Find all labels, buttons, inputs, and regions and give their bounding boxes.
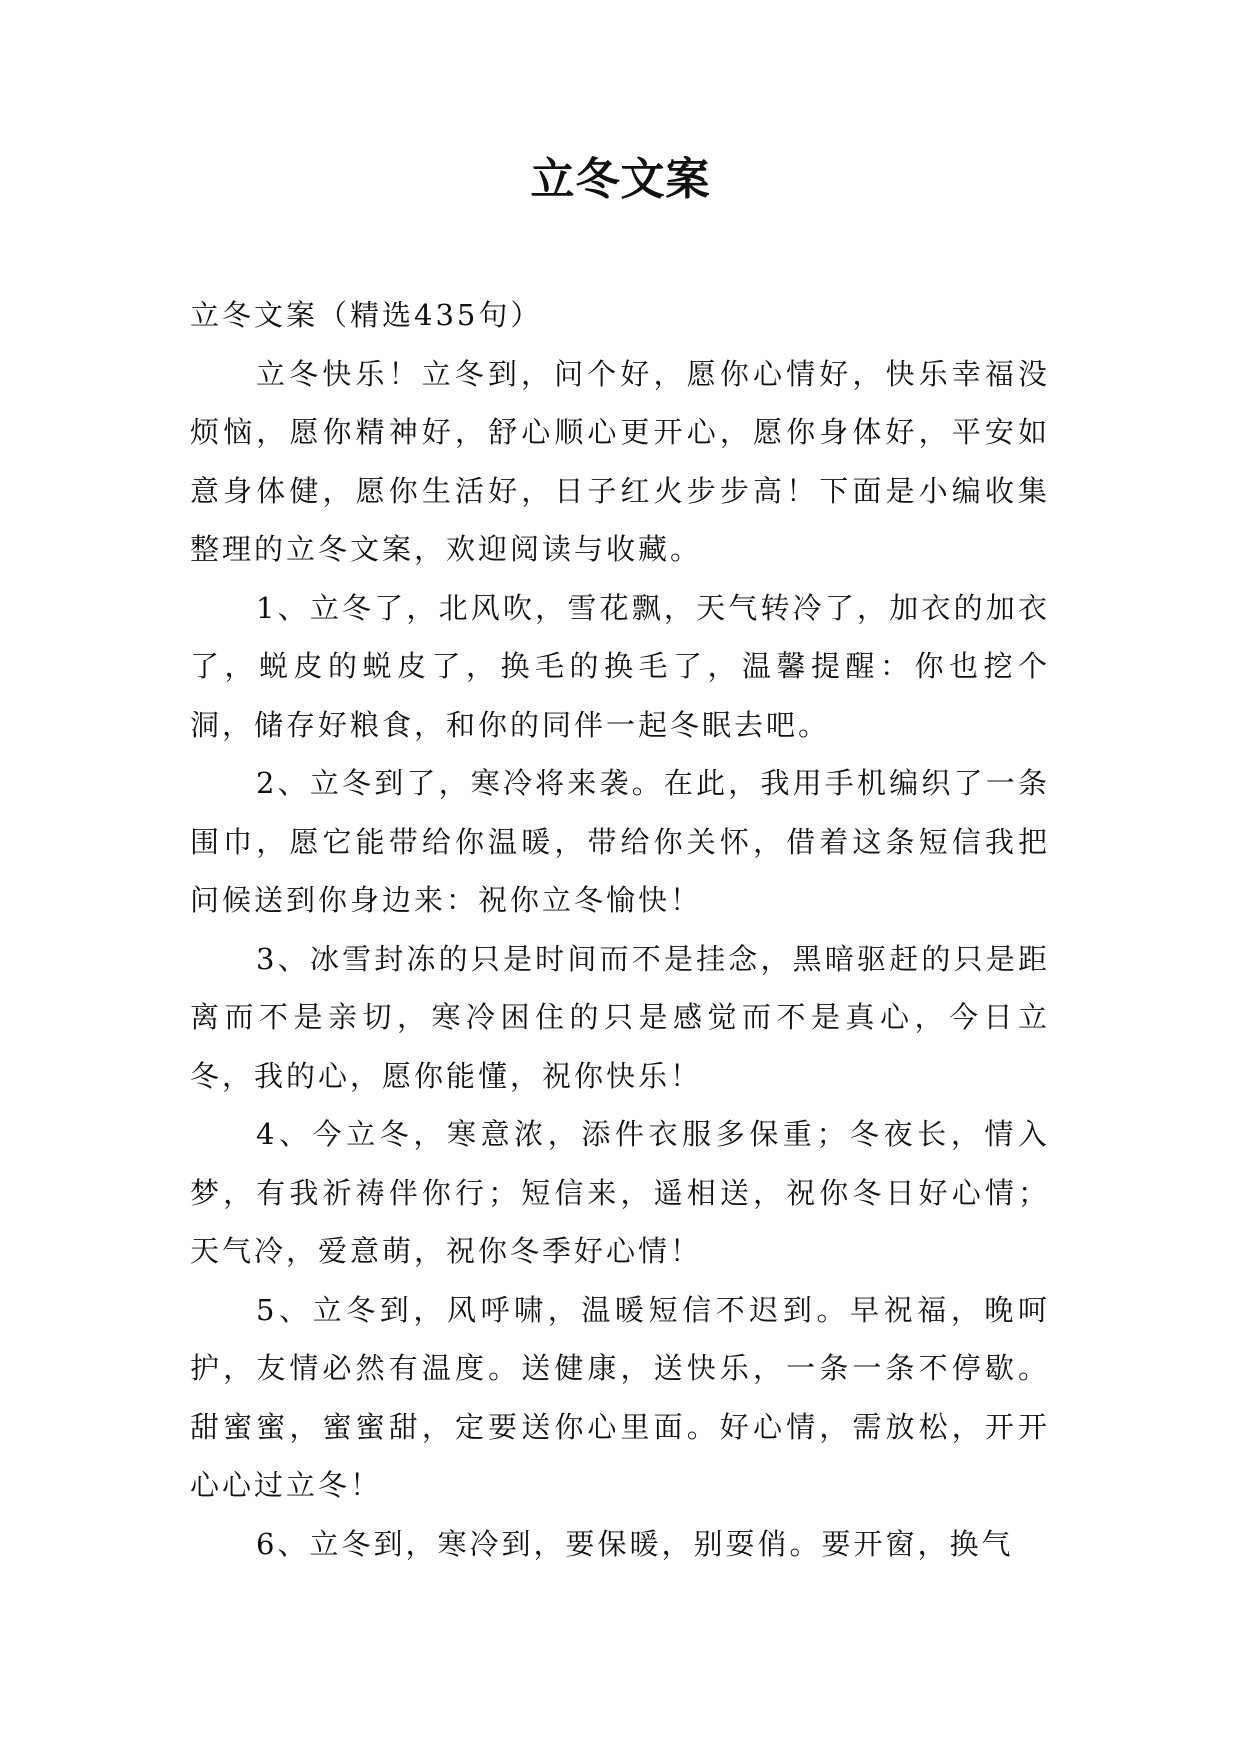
- paragraph-1: 1、立冬了，北风吹，雪花飘，天气转冷了，加衣的加衣了，蜕皮的蜕皮了，换毛的换毛了，温馨提醒：你也挖个洞，储存好粮食，和你的同伴一起冬眠去吧。: [190, 590, 1050, 742]
- document-subtitle: 立冬文案（精选435句）: [190, 298, 543, 332]
- paragraph-6: 6、立冬到，寒冷到，要保暖，别耍俏。要开窗，换气: [256, 1526, 1014, 1561]
- paragraph-4: 4、今立冬，寒意浓，添件衣服多保重；冬夜长，情入梦，有我祈祷伴你行；短信来，遥相送，祝你冬日好心情；天气冷，爱意萌，祝你冬季好心情！: [190, 1117, 1050, 1268]
- document-title: 立冬文案: [530, 154, 711, 205]
- paragraph-3: 3、冰雪封冻的只是时间而不是挂念，黑暗驱赶的只是距离而不是亲切，寒冷困住的只是感觉而不是真心，今日立冬，我的心，愿你能懂，祝你快乐！: [190, 941, 1050, 1093]
- intro-paragraph: 立冬快乐！立冬到，问个好，愿你心情好，快乐幸福没烦恼，愿你精神好，舒心顺心更开心，愿你身体好，平安如意身体健，愿你生活好，日子红火步步高！下面是小编收集整理的立冬文案，欢迎阅读与收藏。: [190, 356, 1050, 566]
- paragraph-5: 5、立冬到，风呼啸，温暖短信不迟到。早祝福，晚呵护，友情必然有温度。送健康，送快乐，一条一条不停歇。甜蜜蜜，蜜蜜甜，定要送你心里面。好心情，需放松，开开心心过立冬！: [190, 1292, 1050, 1502]
- paragraph-2: 2、立冬到了，寒冷将来袭。在此，我用手机编织了一条围巾，愿它能带给你温暖，带给你关怀，借着这条短信我把问候送到你身边来：祝你立冬愉快！: [190, 766, 1050, 917]
- document-body: [190, 286, 1050, 1573]
